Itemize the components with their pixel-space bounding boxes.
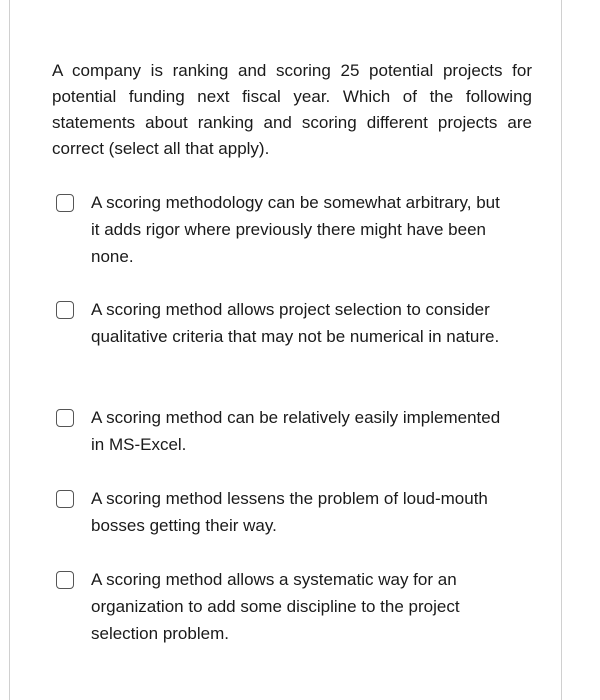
question-text: A company is ranking and scoring 25 potential projects for potential funding next fiscal year. Which of the following statements about ranking and scoring different projects are correct (select all that apply). <box>52 61 532 158</box>
option-label: A scoring method can be relatively easily implemented in MS-Excel. <box>91 408 501 454</box>
option-2[interactable] <box>52 297 532 350</box>
option-1[interactable] <box>52 190 532 270</box>
option-label: A scoring method allows a systematic way for an organization to add some discipline to the project selection problem. <box>91 570 460 643</box>
checkbox-4[interactable] <box>56 490 74 508</box>
option-label: A scoring method lessens the problem of loud-mouth bosses getting their way. <box>91 489 488 535</box>
checkbox-5[interactable] <box>56 571 74 589</box>
option-label: A scoring methodology can be somewhat arbitrary, but it adds rigor where previously there might have been none. <box>91 193 500 266</box>
checkbox-3[interactable] <box>56 409 74 427</box>
question-card <box>9 0 562 700</box>
option-5[interactable] <box>52 567 532 647</box>
option-label: A scoring method allows project selection to consider qualitative criteria that may not be numerical in nature. <box>91 300 500 346</box>
checkbox-2[interactable] <box>56 301 74 319</box>
option-3[interactable] <box>52 405 532 458</box>
checkbox-1[interactable] <box>56 194 74 212</box>
option-4[interactable] <box>52 486 532 539</box>
